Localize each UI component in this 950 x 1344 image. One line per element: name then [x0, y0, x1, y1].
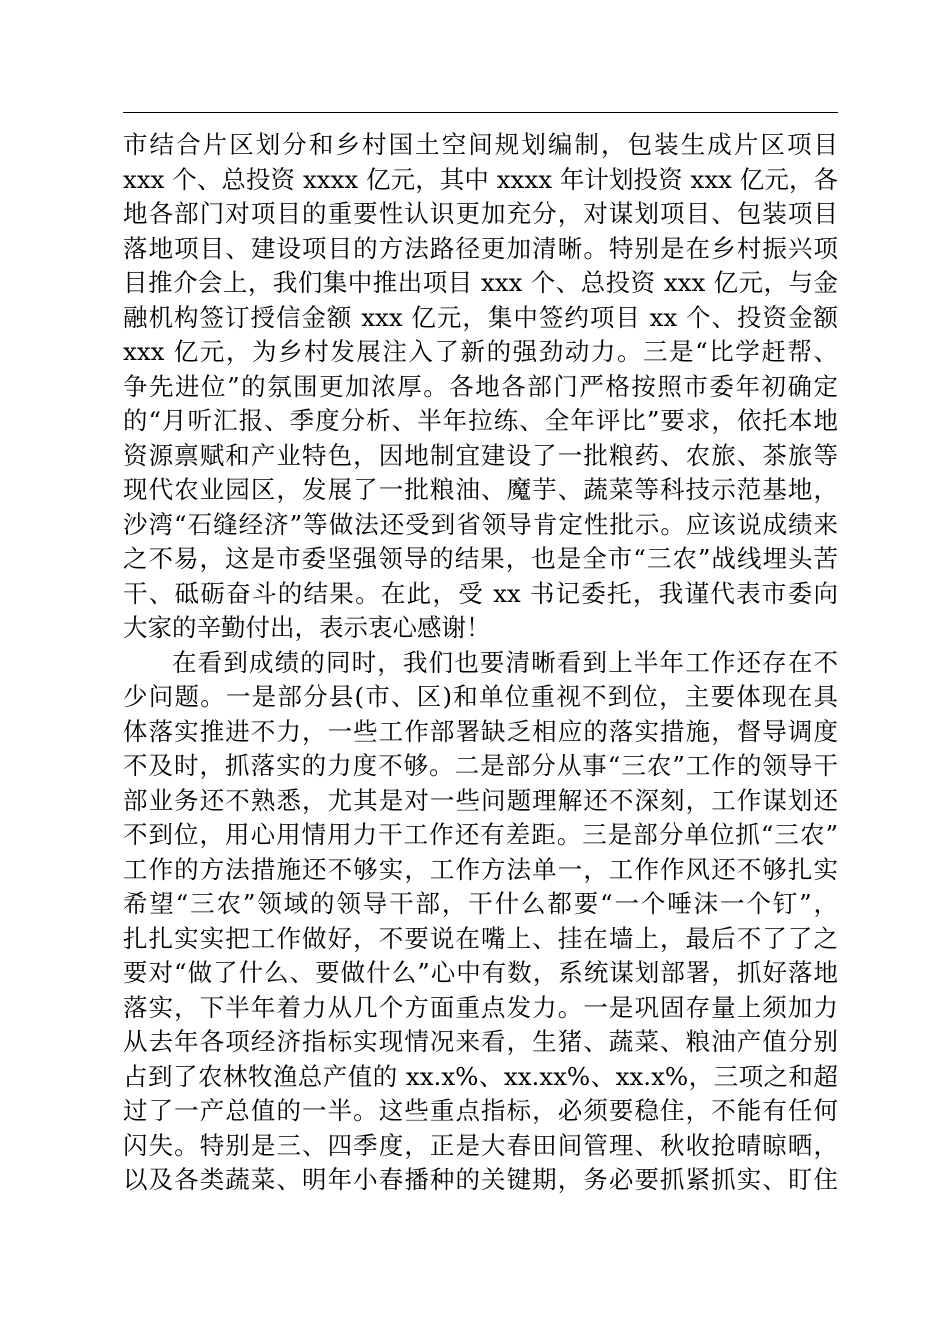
text-line: 之不易，这是市委坚强领导的结果，也是全市“三农”战线埋头苦 — [123, 544, 838, 573]
body-text — [123, 128, 838, 1198]
text-line: 沙湾“石缝经济”等做法还受到省领导肯定性批示。应该说成绩来 — [123, 509, 838, 539]
text-line: 干、砥砺奋斗的结果。在此，受 xx 书记委托，我谨代表市委向 — [123, 578, 838, 608]
text-line: 融机构签订授信金额 xxx 亿元，集中签约项目 xx 个、投资金额 — [123, 302, 838, 332]
text-line: 以及各类蔬菜、明年小春播种的关键期，务必要抓紧抓实、盯住 — [123, 1165, 838, 1194]
paragraph-end-line: 大家的辛勤付出，表示衷心感谢！ — [123, 613, 491, 642]
text-line: 扎扎实实把工作做好，不要说在嘴上、挂在墙上，最后不了了之 — [123, 923, 838, 953]
text-line: xxx 个、总投资 xxxx 亿元，其中 xxxx 年计划投资 xxx 亿元，各 — [123, 164, 838, 194]
text-line: 闪失。特别是三、四季度，正是大春田间管理、秋收抢晴晾晒， — [123, 1130, 838, 1160]
text-line: 市结合片区划分和乡村国土空间规划编制，包装生成片区项目 — [123, 130, 838, 159]
header-rule — [123, 112, 838, 113]
text-line: 占到了农林牧渔总产值的 xx.x%、xx.xx%、xx.x%，三项之和超 — [123, 1061, 838, 1091]
text-line: 不到位，用心用情用力干工作还有差距。三是部分单位抓“三农” — [123, 820, 838, 849]
text-line: 现代农业园区，发展了一批粮油、魔芋、蔬菜等科技示范基地， — [123, 475, 838, 504]
text-line: 地各部门对项目的重要性认识更加充分，对谋划项目、包装项目 — [123, 199, 838, 228]
text-line: 希望“三农”领域的领导干部，干什么都要“一个唾沫一个钉”， — [123, 889, 838, 918]
text-line: 的“月听汇报、季度分析、半年拉练、全年评比”要求，依托本地 — [123, 406, 838, 435]
text-line: 要对“做了什么、要做什么”心中有数，系统谋划部署，抓好落地 — [123, 958, 838, 987]
text-line: 少问题。一是部分县(市、区)和单位重视不到位，主要体现在具 — [123, 682, 838, 711]
text-line: 争先进位”的氛围更加浓厚。各地各部门严格按照市委年初确定 — [123, 371, 838, 401]
text-line: 资源禀赋和产业特色，因地制宜建设了一批粮药、农旅、茶旅等 — [123, 440, 838, 470]
paragraph-start-line: 在看到成绩的同时，我们也要清晰看到上半年工作还存在不 — [172, 647, 838, 677]
text-line: 不及时，抓落实的力度不够。二是部分从事“三农”工作的领导干 — [123, 751, 838, 780]
text-line: xxx 亿元，为乡村发展注入了新的强劲动力。三是“比学赶帮、 — [123, 337, 838, 366]
text-line: 从去年各项经济指标实现情况来看，生猪、蔬菜、粮油产值分别 — [123, 1027, 838, 1056]
text-line: 工作的方法措施还不够实，工作方法单一，工作作风还不够扎实 — [123, 854, 838, 884]
text-line: 体落实推进不力，一些工作部署缺乏相应的落实措施，督导调度 — [123, 716, 838, 746]
text-line: 部业务还不熟悉，尤其是对一些问题理解还不深刻，工作谋划还 — [123, 785, 838, 815]
text-line: 落地项目、建设项目的方法路径更加清晰。特别是在乡村振兴项 — [123, 233, 838, 263]
text-line: 目推介会上，我们集中推出项目 xxx 个、总投资 xxx 亿元，与金 — [123, 268, 838, 297]
text-line: 过了一产总值的一半。这些重点指标，必须要稳住，不能有任何 — [123, 1096, 838, 1125]
text-line: 落实，下半年着力从几个方面重点发力。一是巩固存量上须加力 — [123, 992, 838, 1022]
